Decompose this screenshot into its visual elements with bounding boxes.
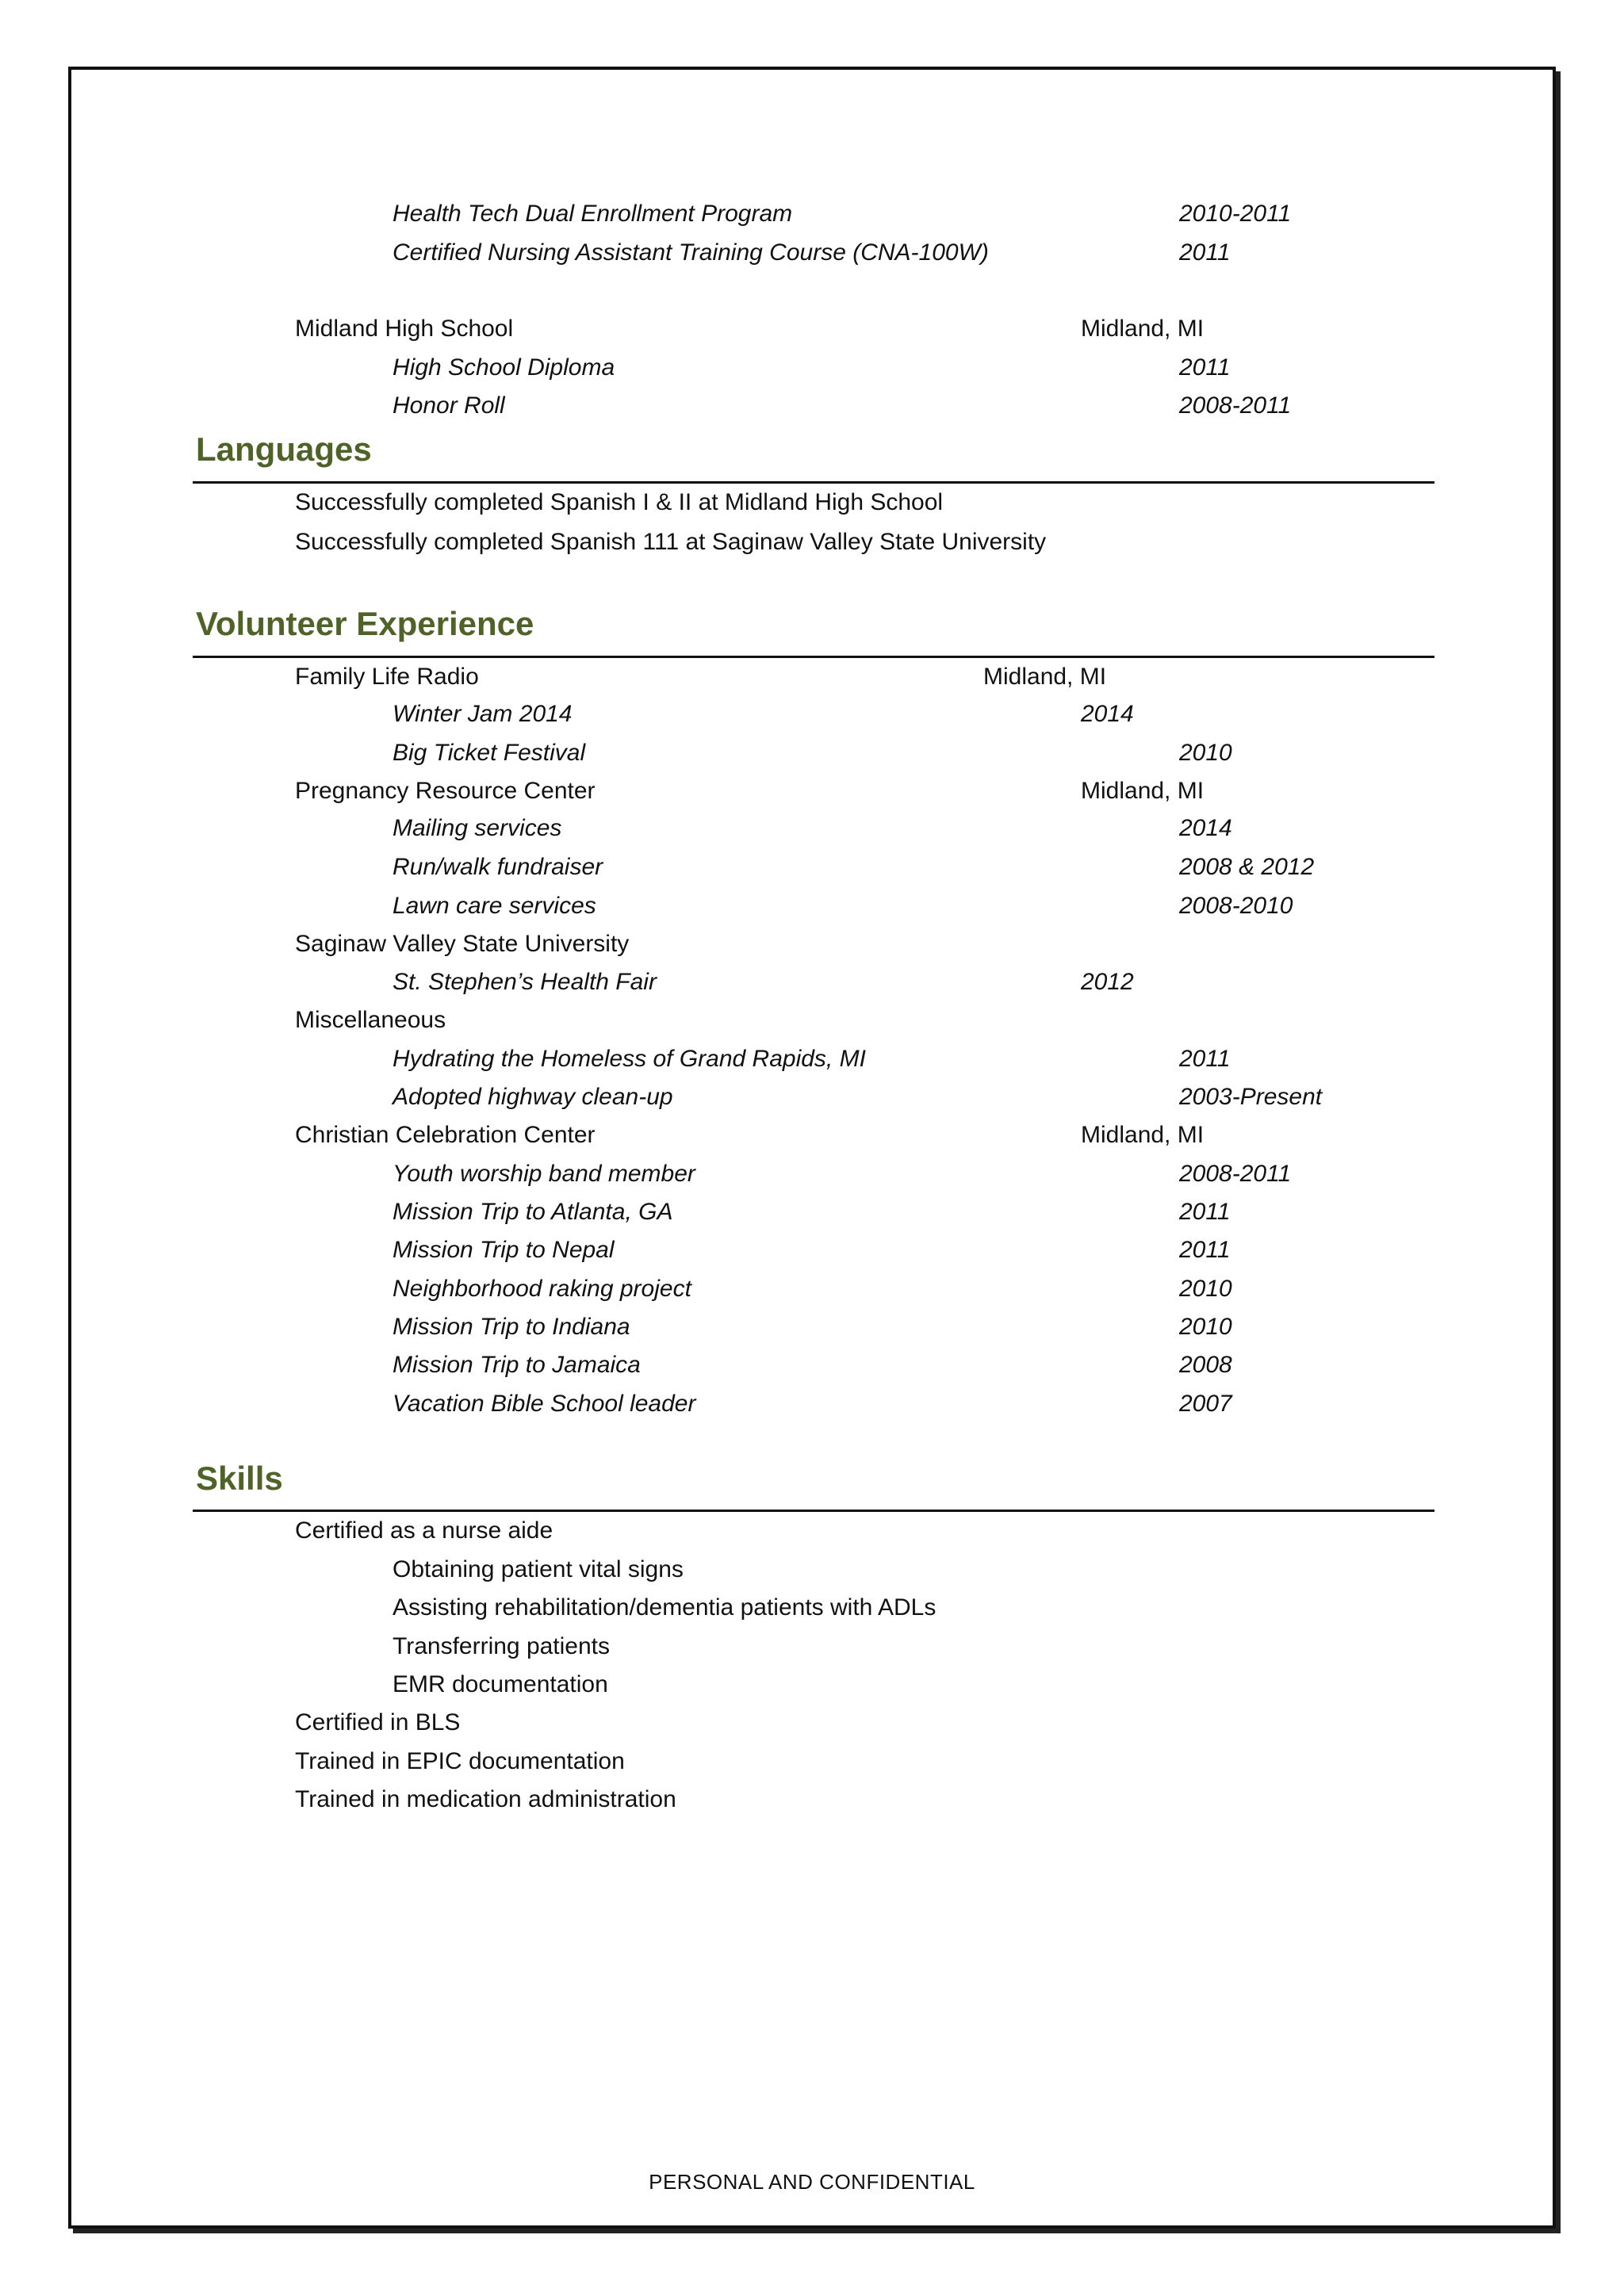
volunteer-entry-title: St. Stephen’s Health Fair bbox=[393, 969, 657, 995]
volunteer-entry-title: Hydrating the Homeless of Grand Rapids, MI bbox=[393, 1046, 866, 1072]
volunteer-org-name: Miscellaneous bbox=[295, 1007, 446, 1033]
volunteer-entry-date: 2011 bbox=[1179, 1199, 1231, 1225]
skill-subitem: Assisting rehabilitation/dementia patients with ADLs bbox=[393, 1594, 936, 1621]
volunteer-entry-title: Neighborhood raking project bbox=[393, 1276, 691, 1302]
education-entry-date: 2010-2011 bbox=[1179, 201, 1292, 227]
education-entry-title: High School Diploma bbox=[393, 354, 615, 381]
section-divider bbox=[193, 656, 1434, 658]
skill-subitem: Obtaining patient vital signs bbox=[393, 1556, 684, 1582]
page-border bbox=[68, 67, 1556, 2229]
volunteer-entry-date: 2010 bbox=[1179, 740, 1232, 766]
volunteer-entry-date: 2011 bbox=[1179, 1046, 1231, 1072]
volunteer-entry-date: 2008 bbox=[1179, 1352, 1232, 1378]
volunteer-org-location: Midland, MI bbox=[983, 664, 1107, 690]
school-location: Midland, MI bbox=[1081, 316, 1205, 342]
volunteer-entry-date: 2014 bbox=[1081, 701, 1134, 727]
page-footer: PERSONAL AND CONFIDENTIAL bbox=[649, 2170, 975, 2194]
volunteer-entry-date: 2010 bbox=[1179, 1276, 1232, 1302]
skill-subitem: Transferring patients bbox=[393, 1633, 611, 1659]
volunteer-entry-date: 2008-2011 bbox=[1179, 1161, 1292, 1187]
language-item: Successfully completed Spanish 111 at Saginaw Valley State University bbox=[295, 529, 1047, 555]
section-divider bbox=[193, 1510, 1434, 1512]
volunteer-entry-title: Mission Trip to Nepal bbox=[393, 1237, 615, 1263]
volunteer-entry-date: 2008-2010 bbox=[1179, 893, 1293, 919]
volunteer-entry-date: 2003-Present bbox=[1179, 1084, 1323, 1110]
volunteer-entry-title: Mailing services bbox=[393, 815, 562, 841]
skill-subitem: EMR documentation bbox=[393, 1671, 608, 1697]
volunteer-entry-title: Lawn care services bbox=[393, 893, 596, 919]
education-entry-date: 2011 bbox=[1179, 239, 1231, 266]
volunteer-entry-date: 2012 bbox=[1081, 969, 1134, 995]
volunteer-entry-date: 2007 bbox=[1179, 1391, 1232, 1417]
volunteer-entry-date: 2008 & 2012 bbox=[1179, 854, 1315, 880]
volunteer-entry-title: Adopted highway clean-up bbox=[393, 1084, 673, 1110]
volunteer-org-name: Christian Celebration Center bbox=[295, 1122, 596, 1148]
volunteer-entry-title: Mission Trip to Jamaica bbox=[393, 1352, 641, 1378]
languages-heading: Languages bbox=[196, 430, 372, 468]
volunteer-entry-title: Winter Jam 2014 bbox=[393, 701, 573, 727]
volunteer-entry-title: Mission Trip to Atlanta, GA bbox=[393, 1199, 673, 1225]
volunteer-org-name: Saginaw Valley State University bbox=[295, 931, 630, 957]
skill-item: Certified in BLS bbox=[295, 1709, 461, 1735]
volunteer-org-name: Family Life Radio bbox=[295, 664, 479, 690]
volunteer-heading: Volunteer Experience bbox=[196, 605, 534, 642]
education-entry-title: Honor Roll bbox=[393, 392, 505, 419]
language-item: Successfully completed Spanish I & II at Midland High School bbox=[295, 489, 944, 515]
volunteer-entry-date: 2010 bbox=[1179, 1314, 1232, 1340]
volunteer-entry-title: Mission Trip to Indiana bbox=[393, 1314, 630, 1340]
volunteer-entry-title: Vacation Bible School leader bbox=[393, 1391, 696, 1417]
education-entry-title: Certified Nursing Assistant Training Course (CNA-100W) bbox=[393, 239, 989, 266]
skills-heading: Skills bbox=[196, 1460, 283, 1497]
volunteer-org-location: Midland, MI bbox=[1081, 1122, 1205, 1148]
education-entry-date: 2011 bbox=[1179, 354, 1231, 381]
volunteer-entry-title: Youth worship band member bbox=[393, 1161, 695, 1187]
volunteer-entry-date: 2014 bbox=[1179, 815, 1232, 841]
skill-item: Certified as a nurse aide bbox=[295, 1517, 553, 1544]
school-name: Midland High School bbox=[295, 316, 514, 342]
volunteer-entry-title: Run/walk fundraiser bbox=[393, 854, 603, 880]
education-entry-title: Health Tech Dual Enrollment Program bbox=[393, 201, 793, 227]
volunteer-org-location: Midland, MI bbox=[1081, 778, 1205, 804]
skill-item: Trained in EPIC documentation bbox=[295, 1748, 625, 1774]
education-entry-date: 2008-2011 bbox=[1179, 392, 1292, 419]
section-divider bbox=[193, 481, 1434, 484]
skill-item: Trained in medication administration bbox=[295, 1786, 676, 1812]
volunteer-org-name: Pregnancy Resource Center bbox=[295, 778, 596, 804]
volunteer-entry-date: 2011 bbox=[1179, 1237, 1231, 1263]
volunteer-entry-title: Big Ticket Festival bbox=[393, 740, 586, 766]
